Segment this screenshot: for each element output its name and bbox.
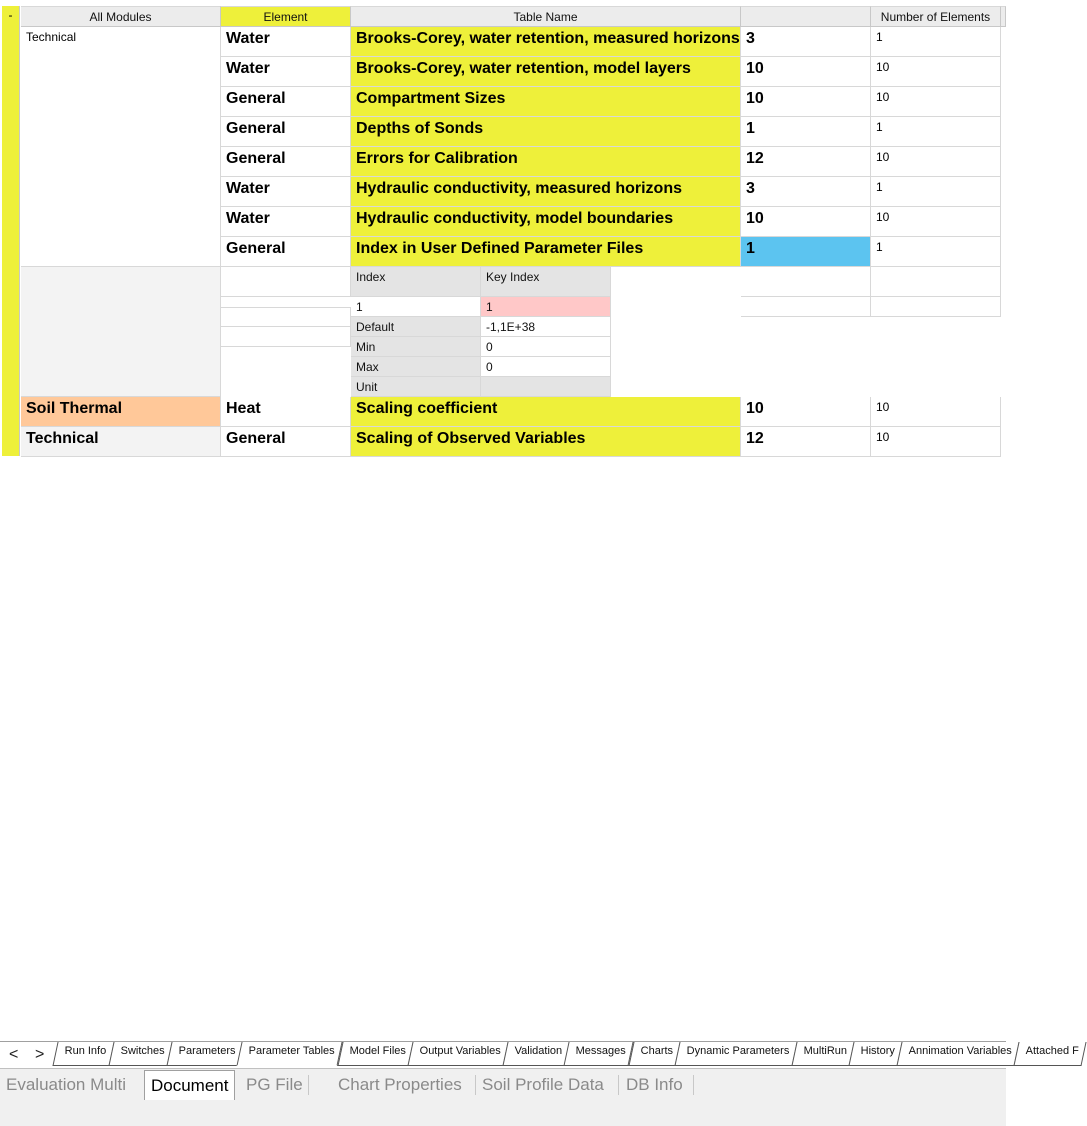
subtable-unit-value[interactable] [481,377,611,397]
tab-model-files[interactable]: Model Files [337,1042,413,1066]
column-header-all-modules[interactable]: All Modules [21,6,221,27]
tab-attached-files[interactable]: Attached F [1014,1042,1087,1066]
tab-messages[interactable]: Messages [564,1042,634,1066]
count-cell[interactable]: 1 [871,177,1001,207]
table-name-cell[interactable]: Brooks-Corey, water retention, measured horizons [351,27,741,57]
tab-annimation-variables[interactable]: Annimation Variables [897,1042,1020,1066]
element-cell[interactable]: General [221,87,351,117]
subtable-min-value[interactable]: 0 [481,337,611,357]
scroll-right-arrow-icon[interactable]: > [35,1046,45,1063]
subtable-unit-label: Unit [351,377,481,397]
status-bar [0,1100,1006,1126]
element-cell[interactable]: General [221,147,351,177]
tab-history[interactable]: History [848,1042,902,1066]
value-cell[interactable]: 1 [741,117,871,147]
row-selector-bar[interactable] [2,27,20,456]
tab-charts[interactable]: Charts [628,1042,681,1066]
sheet-tabs [55,1042,1084,1068]
subtable-default-label: Default [351,317,481,337]
value-cell-selected[interactable]: 1 [741,237,871,267]
sheet-tab-bar [0,1041,1080,1068]
empty-cell [871,297,1001,317]
tab-output-variables[interactable]: Output Variables [407,1042,508,1066]
value-cell[interactable]: 3 [741,27,871,57]
tab-switches[interactable]: Switches [108,1042,172,1066]
count-cell[interactable]: 10 [871,57,1001,87]
table-name-cell[interactable]: Brooks-Corey, water retention, model layers [351,57,741,87]
column-header-element[interactable]: Element [221,6,351,27]
table-name-cell[interactable]: Scaling coefficient [351,397,741,427]
doc-tab-evaluation-multi[interactable]: Evaluation Multi [6,1075,127,1094]
scroll-left-arrow-icon[interactable]: < [9,1046,19,1063]
module-cell-technical[interactable]: Technical [21,27,221,267]
count-cell[interactable]: 10 [871,87,1001,117]
count-cell[interactable]: 1 [871,117,1001,147]
collapse-toggle-button[interactable]: - [2,6,20,27]
count-cell[interactable]: 10 [871,207,1001,237]
table-name-cell[interactable]: Errors for Calibration [351,147,741,177]
element-cell[interactable]: General [221,427,351,457]
element-cell[interactable]: Water [221,27,351,57]
subtable-header-index[interactable]: Index [351,267,481,297]
element-cell[interactable]: Water [221,57,351,87]
table-name-cell[interactable]: Hydraulic conductivity, measured horizons [351,177,741,207]
tab-separator [308,1075,309,1095]
tab-separator [475,1075,476,1095]
value-cell[interactable]: 10 [741,57,871,87]
expanded-spacer [221,307,351,327]
doc-tab-document[interactable]: Document [144,1070,235,1100]
count-cell[interactable]: 10 [871,397,1001,427]
expanded-spacer [221,327,351,347]
element-cell[interactable]: Water [221,177,351,207]
value-cell[interactable]: 10 [741,207,871,237]
tab-parameters[interactable]: Parameters [166,1042,243,1066]
column-header-number-of-elements[interactable]: Number of Elements [871,6,1001,27]
element-cell[interactable]: Heat [221,397,351,427]
expanded-module-cell [21,267,221,397]
subtable-max-label: Max [351,357,481,377]
subtable-header-key-index[interactable]: Key Index [481,267,611,297]
doc-tab-chart-properties[interactable]: Chart Properties [338,1075,462,1094]
element-cell[interactable]: General [221,117,351,147]
empty-cell [871,267,1001,297]
tab-validation[interactable]: Validation [502,1042,570,1066]
empty-cell [741,297,871,317]
element-cell[interactable]: Water [221,207,351,237]
value-cell[interactable]: 12 [741,427,871,457]
empty-cell [741,267,871,297]
tab-dynamic-parameters[interactable]: Dynamic Parameters [674,1042,797,1066]
tab-separator [693,1075,694,1095]
table-name-cell[interactable]: Index in User Defined Parameter Files [351,237,741,267]
count-cell[interactable]: 10 [871,427,1001,457]
value-cell[interactable]: 10 [741,397,871,427]
count-cell[interactable]: 1 [871,237,1001,267]
subtable-default-value[interactable]: -1,1E+38 [481,317,611,337]
subtable-max-value[interactable]: 0 [481,357,611,377]
tab-multirun[interactable]: MultiRun [791,1042,855,1066]
count-cell[interactable]: 1 [871,27,1001,57]
column-header-table-name[interactable]: Table Name [351,6,741,27]
doc-tab-pg-file[interactable]: PG File [246,1075,303,1094]
tab-parameter-tables[interactable]: Parameter Tables [237,1042,343,1066]
value-cell[interactable]: 12 [741,147,871,177]
value-cell[interactable]: 3 [741,177,871,207]
doc-tab-soil-profile-data[interactable]: Soil Profile Data [482,1075,604,1094]
table-name-cell[interactable]: Compartment Sizes [351,87,741,117]
module-cell-soil-thermal[interactable]: Soil Thermal [21,397,221,427]
column-header-value[interactable] [741,6,871,27]
document-tab-bar [0,1068,1006,1100]
count-cell[interactable]: 10 [871,147,1001,177]
tab-separator [618,1075,619,1095]
table-name-cell[interactable]: Depths of Sonds [351,117,741,147]
table-name-cell[interactable]: Scaling of Observed Variables [351,427,741,457]
subtable-min-label: Min [351,337,481,357]
subtable-key-index-value[interactable]: 1 [481,297,611,317]
doc-tab-db-info[interactable]: DB Info [626,1075,683,1094]
expanded-spacer [221,267,351,297]
module-cell-technical[interactable]: Technical [21,427,221,457]
tab-run-info[interactable]: Run Info [52,1042,114,1066]
value-cell[interactable]: 10 [741,87,871,117]
column-header-extra [1001,6,1006,27]
element-cell[interactable]: General [221,237,351,267]
subtable-index-value[interactable]: 1 [351,297,481,317]
table-name-cell[interactable]: Hydraulic conductivity, model boundaries [351,207,741,237]
